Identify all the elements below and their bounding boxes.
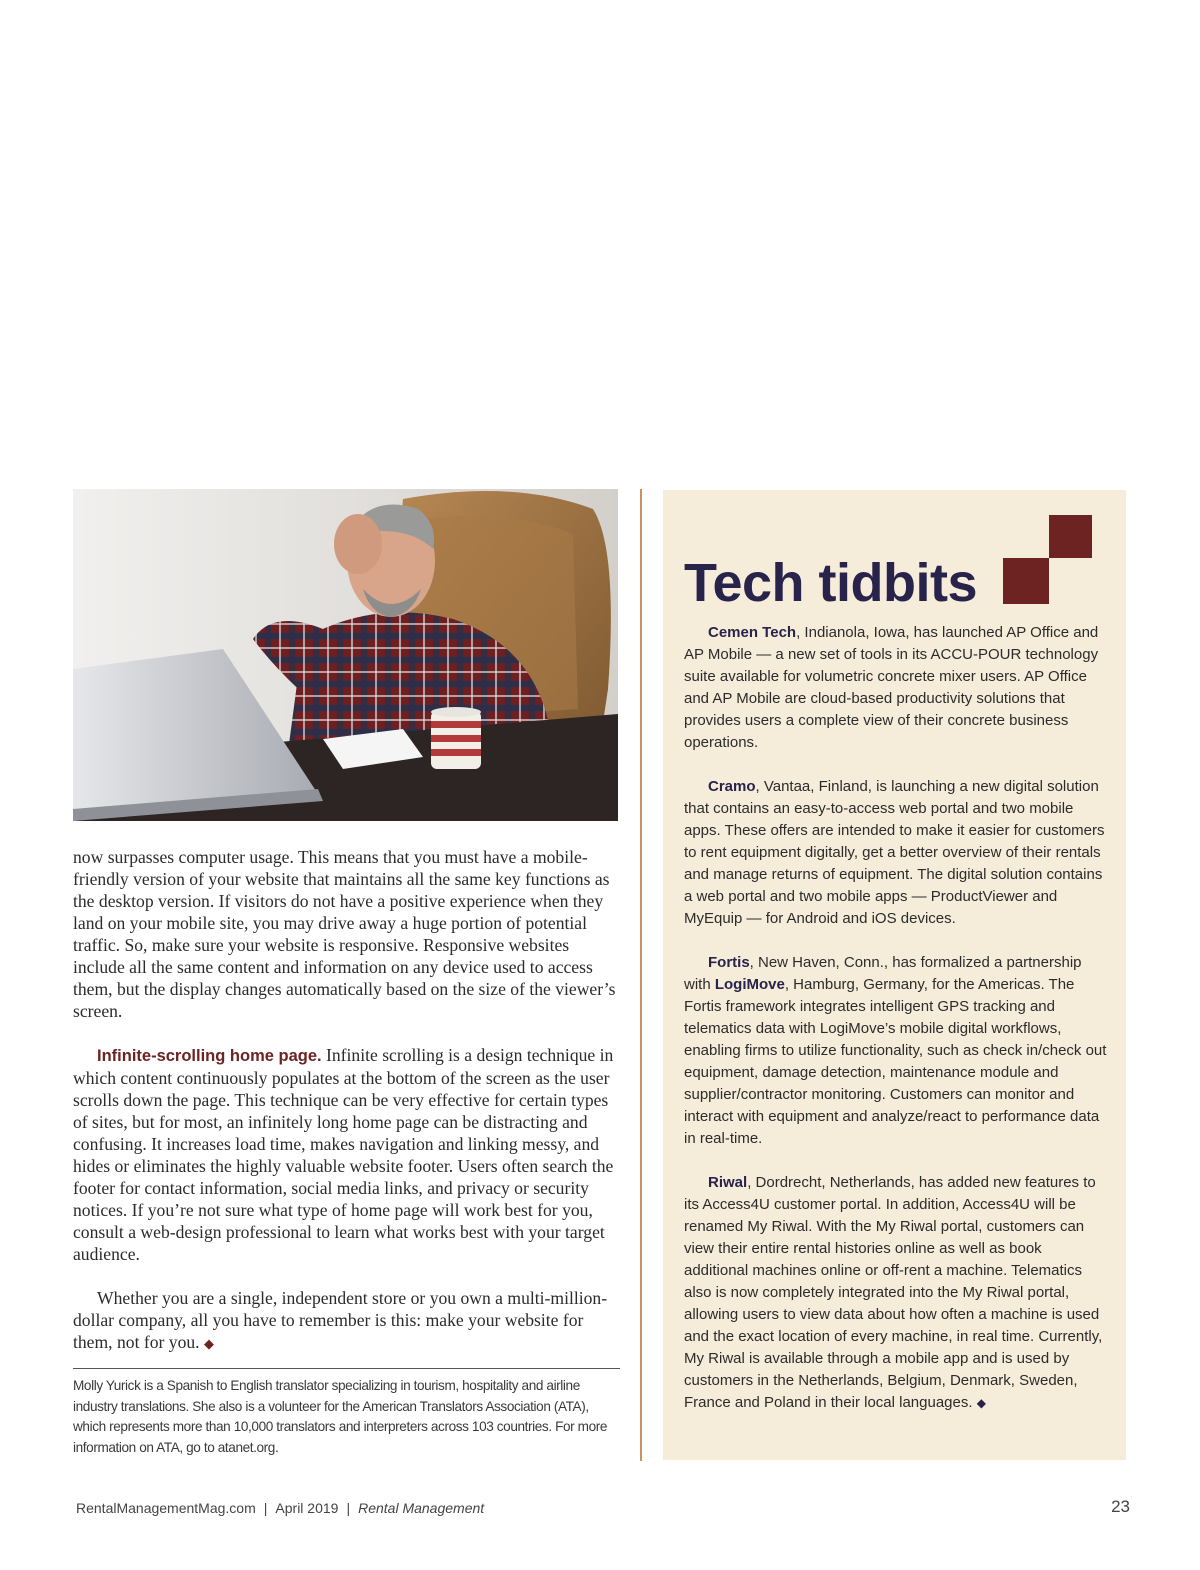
company-name: Cramo xyxy=(708,778,756,795)
article-paragraph-2 xyxy=(73,1044,621,1265)
company-name: Fortis xyxy=(708,954,750,971)
partner-name: LogiMove xyxy=(714,976,785,993)
article-photo xyxy=(73,489,618,821)
article-paragraph-3-text: Whether you are a single, independent store or you own a multi-million-dollar company, all you have to remember is this: make your website for them, not for you. xyxy=(73,1288,608,1352)
sidebar-title: Tech tidbits xyxy=(684,553,978,613)
company-name: Cemen Tech xyxy=(708,624,797,641)
end-diamond-icon: ◆ xyxy=(976,1396,986,1410)
bio-divider xyxy=(73,1368,620,1369)
sidebar-item xyxy=(684,622,1108,754)
footer-magazine: Rental Management xyxy=(358,1500,485,1516)
sidebar-item xyxy=(684,1172,1108,1414)
sidebar-item-text: , New Haven, Conn., has formalized a partnership with xyxy=(684,954,1082,993)
company-name: Riwal xyxy=(708,1174,748,1191)
end-diamond-icon: ◆ xyxy=(203,1336,214,1351)
man-at-laptop-icon xyxy=(73,489,618,821)
sidebar-item xyxy=(684,952,1108,1150)
page-footer xyxy=(76,1498,484,1518)
sidebar-body xyxy=(684,622,1108,1414)
article-paragraph-2-text: Infinite scrolling is a design technique in which content continuously populates at the bottom of the screen as the user scrolls down the page. This technique can be very effective for certain types of sites, but for most, an infinitely long home page can be distracting and confusing. It increases load time, makes navigation and linking messy, and hides or eliminates the highly valuable website footer. Users often search the footer for contact information, social media links, and privacy or security notices. If you’re not sure what type of home page will work best for you, consult a web-design professional to learn what works best with your target audience. xyxy=(73,1045,614,1264)
square-decoration-icon xyxy=(1049,515,1092,558)
sidebar-item-text: , Indianola, Iowa, has launched AP Office and AP Mobile — a new set of tools in its ACCU-POUR technology suite available for volumetric concrete mixer users. AP Office and AP Mobile are cloud-based productivity solutions that provides users a complete view of their concrete business operations. xyxy=(684,624,1099,751)
footer-date: April 2019 xyxy=(275,1500,339,1516)
square-decoration-icon xyxy=(1003,558,1049,604)
footer-site: RentalManagementMag.com xyxy=(76,1500,256,1516)
sidebar-item-text: , Vantaa, Finland, is launching a new digital solution that contains an easy-to-access web portal and two mobile apps. These offers are intended to make it easier for customers to rent equipment digitally, get a better overview of their rentals and manage returns of equipment. The digital solution contains a web portal and two mobile apps — ProductViewer and MyEquip — for Android and iOS devices. xyxy=(684,778,1105,927)
article-paragraph-3 xyxy=(73,1287,621,1355)
footer-separator: | xyxy=(263,1500,268,1516)
page-number: 23 xyxy=(1111,1497,1130,1516)
sidebar-item-text: , Hamburg, Germany, for the Americas. The Fortis framework integrates intelligent GPS tracking and telematics data with LogiMove’s mobile digital workflows, enabling firms to utilize functionality, such as check in/check out equipment, damage detection, maintenance module and supplier/contractor monitoring. Customers can monitor and interact with equipment and analyze/react to performance data in real-time. xyxy=(684,976,1107,1147)
article-paragraph-1: now surpasses computer usage. This means that you must have a mobile-friendly version of your website that maintains all the same key functions as the desktop version. If visitors do not have a positive experience when they land on your mobile site, you may drive away a huge portion of potential traffic. So, make sure your website is responsive. Responsive websites include all the same content and information on any device used to access them, but the display changes automatically based on the size of the viewer’s screen. xyxy=(73,847,616,1021)
column-divider xyxy=(640,489,642,1461)
sidebar-item-text: , Dordrecht, Netherlands, has added new features to its Access4U customer portal. In addition, Access4U will be renamed My Riwal. With the My Riwal portal, customers can view their entire rental histories online as well as book additional machines online or off-rent a machine. Telematics also is now completely integrated into the My Riwal portal, allowing users to view data about how often a machine is used and the exact location of every machine, in real time. Currently, My Riwal is available through a mobile app and is used by customers in the Netherlands, Belgium, Denmark, Sweden, France and Poland in their local languages. xyxy=(684,1174,1103,1411)
article-body xyxy=(73,846,621,1355)
article-subhead: Infinite-scrolling home page. xyxy=(97,1047,322,1065)
author-bio: Molly Yurick is a Spanish to English translator specializing in tourism, hospitality and airline industry translations. She also is a volunteer for the American Translators Association (ATA), which represents more than 10,000 translators and interpreters across 103 countries. For more information on ATA, go to atanet.org. xyxy=(73,1378,608,1455)
footer-separator: | xyxy=(346,1500,351,1516)
sidebar-item xyxy=(684,776,1108,930)
